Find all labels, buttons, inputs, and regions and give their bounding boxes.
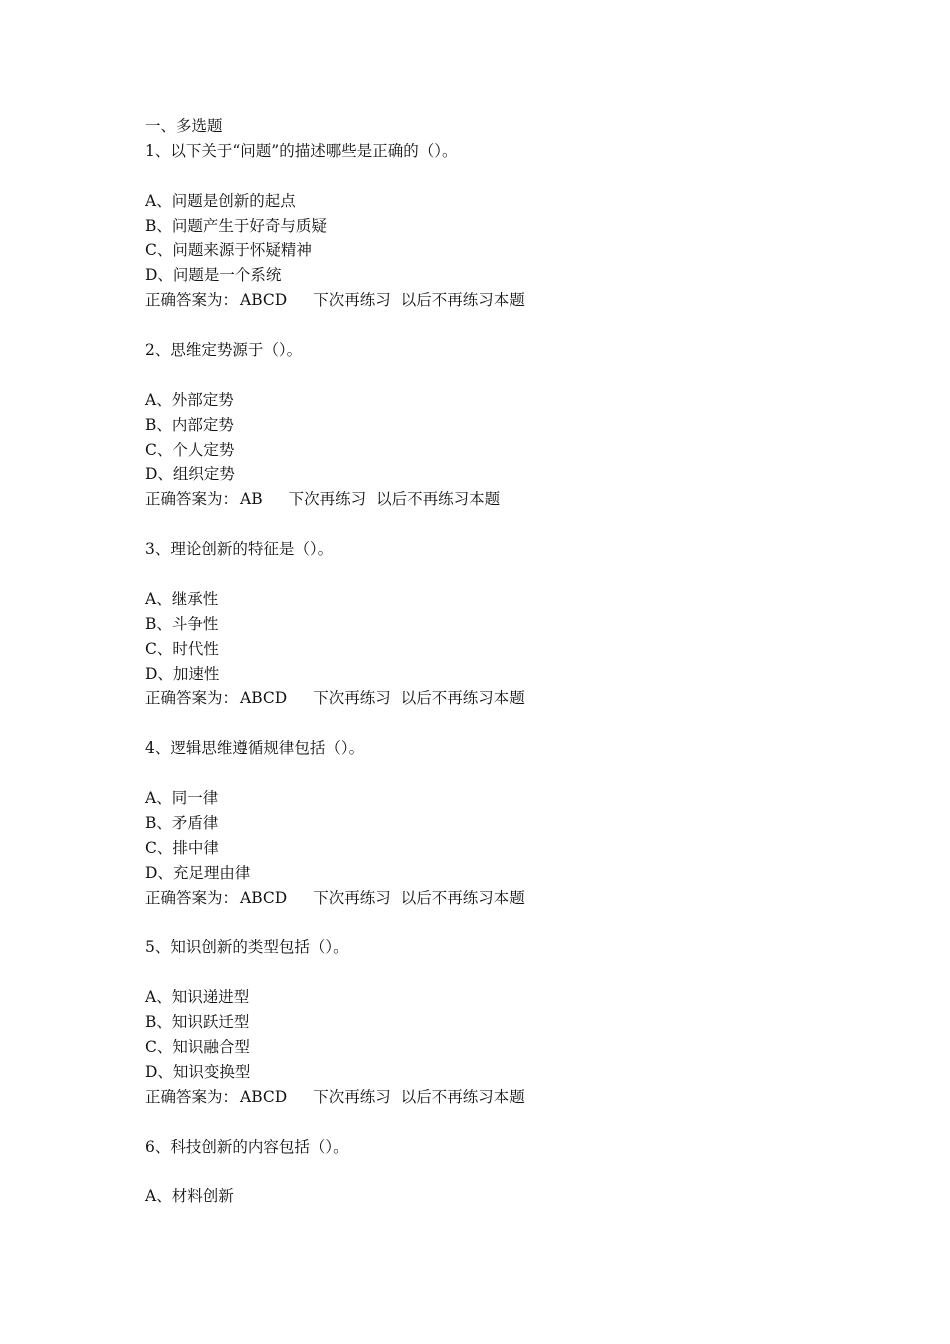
spacer <box>145 363 905 388</box>
question-stem: 6、科技创新的内容包括（）。 <box>145 1137 349 1156</box>
practice-again-link[interactable]: 下次再练习 <box>313 1087 391 1106</box>
option-d: D、知识变换型 <box>145 1062 251 1081</box>
answer-prefix: 正确答案为： <box>145 888 239 907</box>
never-practice-link[interactable]: 以后不再练习本题 <box>400 888 525 907</box>
spacer <box>145 711 905 736</box>
practice-again-link[interactable]: 下次再练习 <box>313 888 391 907</box>
spacer <box>145 1159 905 1184</box>
document-page <box>145 114 905 1209</box>
option-b: B、斗争性 <box>145 614 219 633</box>
answer-prefix: 正确答案为： <box>145 1087 239 1106</box>
option-c: C、知识融合型 <box>145 1037 250 1056</box>
spacer <box>145 164 905 189</box>
question-block <box>145 537 905 736</box>
spacer <box>145 960 905 985</box>
option-c: C、个人定势 <box>145 440 235 459</box>
question-stem: 4、逻辑思维遵循规律包括（）。 <box>145 739 365 758</box>
question-block <box>145 736 905 935</box>
option-c: C、时代性 <box>145 639 219 658</box>
never-practice-link[interactable]: 以后不再练习本题 <box>376 490 501 509</box>
never-practice-link[interactable]: 以后不再练习本题 <box>400 689 525 708</box>
question-block <box>145 139 905 338</box>
question-stem: 3、理论创新的特征是（）。 <box>145 540 334 559</box>
option-a: A、继承性 <box>145 589 219 608</box>
spacer <box>145 562 905 587</box>
spacer <box>145 761 905 786</box>
answer-prefix: 正确答案为： <box>145 689 239 708</box>
option-a: A、外部定势 <box>145 390 234 409</box>
option-a: A、材料创新 <box>145 1187 234 1206</box>
answer-value: ABCD <box>240 888 288 907</box>
answer-row <box>145 487 905 512</box>
option-c: C、排中律 <box>145 838 219 857</box>
question-block <box>145 1135 905 1210</box>
option-a: A、同一律 <box>145 789 219 808</box>
answer-prefix: 正确答案为： <box>145 291 239 310</box>
option-d: D、问题是一个系统 <box>145 266 282 285</box>
option-a: A、问题是创新的起点 <box>145 191 296 210</box>
question-block <box>145 338 905 537</box>
question-stem: 5、知识创新的类型包括（）。 <box>145 938 349 957</box>
practice-again-link[interactable]: 下次再练习 <box>288 490 367 509</box>
option-a: A、知识递进型 <box>145 988 250 1007</box>
option-c: C、问题来源于怀疑精神 <box>145 241 312 260</box>
never-practice-link[interactable]: 以后不再练习本题 <box>400 291 525 310</box>
question-stem: 2、思维定势源于（）。 <box>145 341 303 360</box>
answer-row <box>145 1085 905 1110</box>
option-b: B、问题产生于好奇与质疑 <box>145 216 327 235</box>
practice-again-link[interactable]: 下次再练习 <box>313 291 391 310</box>
answer-value: ABCD <box>240 291 288 310</box>
option-b: B、内部定势 <box>145 415 234 434</box>
option-d: D、组织定势 <box>145 465 235 484</box>
question-block <box>145 935 905 1134</box>
question-stem: 1、以下关于“问题”的描述哪些是正确的（）。 <box>145 141 458 160</box>
option-b: B、知识跃迁型 <box>145 1013 250 1032</box>
never-practice-link[interactable]: 以后不再练习本题 <box>400 1087 525 1106</box>
option-d: D、加速性 <box>145 664 220 683</box>
spacer <box>145 512 905 537</box>
option-d: D、充足理由律 <box>145 863 251 882</box>
answer-value: AB <box>240 490 263 509</box>
answer-value: ABCD <box>240 1087 288 1106</box>
spacer <box>145 1110 905 1135</box>
answer-prefix: 正确答案为： <box>145 490 239 509</box>
section-title: 一、多选题 <box>145 117 223 135</box>
spacer <box>145 313 905 338</box>
option-b: B、矛盾律 <box>145 813 219 832</box>
answer-row <box>145 288 905 313</box>
spacer <box>145 911 905 936</box>
answer-value: ABCD <box>240 689 288 708</box>
practice-again-link[interactable]: 下次再练习 <box>313 689 391 708</box>
answer-row <box>145 886 905 911</box>
answer-row <box>145 686 905 711</box>
